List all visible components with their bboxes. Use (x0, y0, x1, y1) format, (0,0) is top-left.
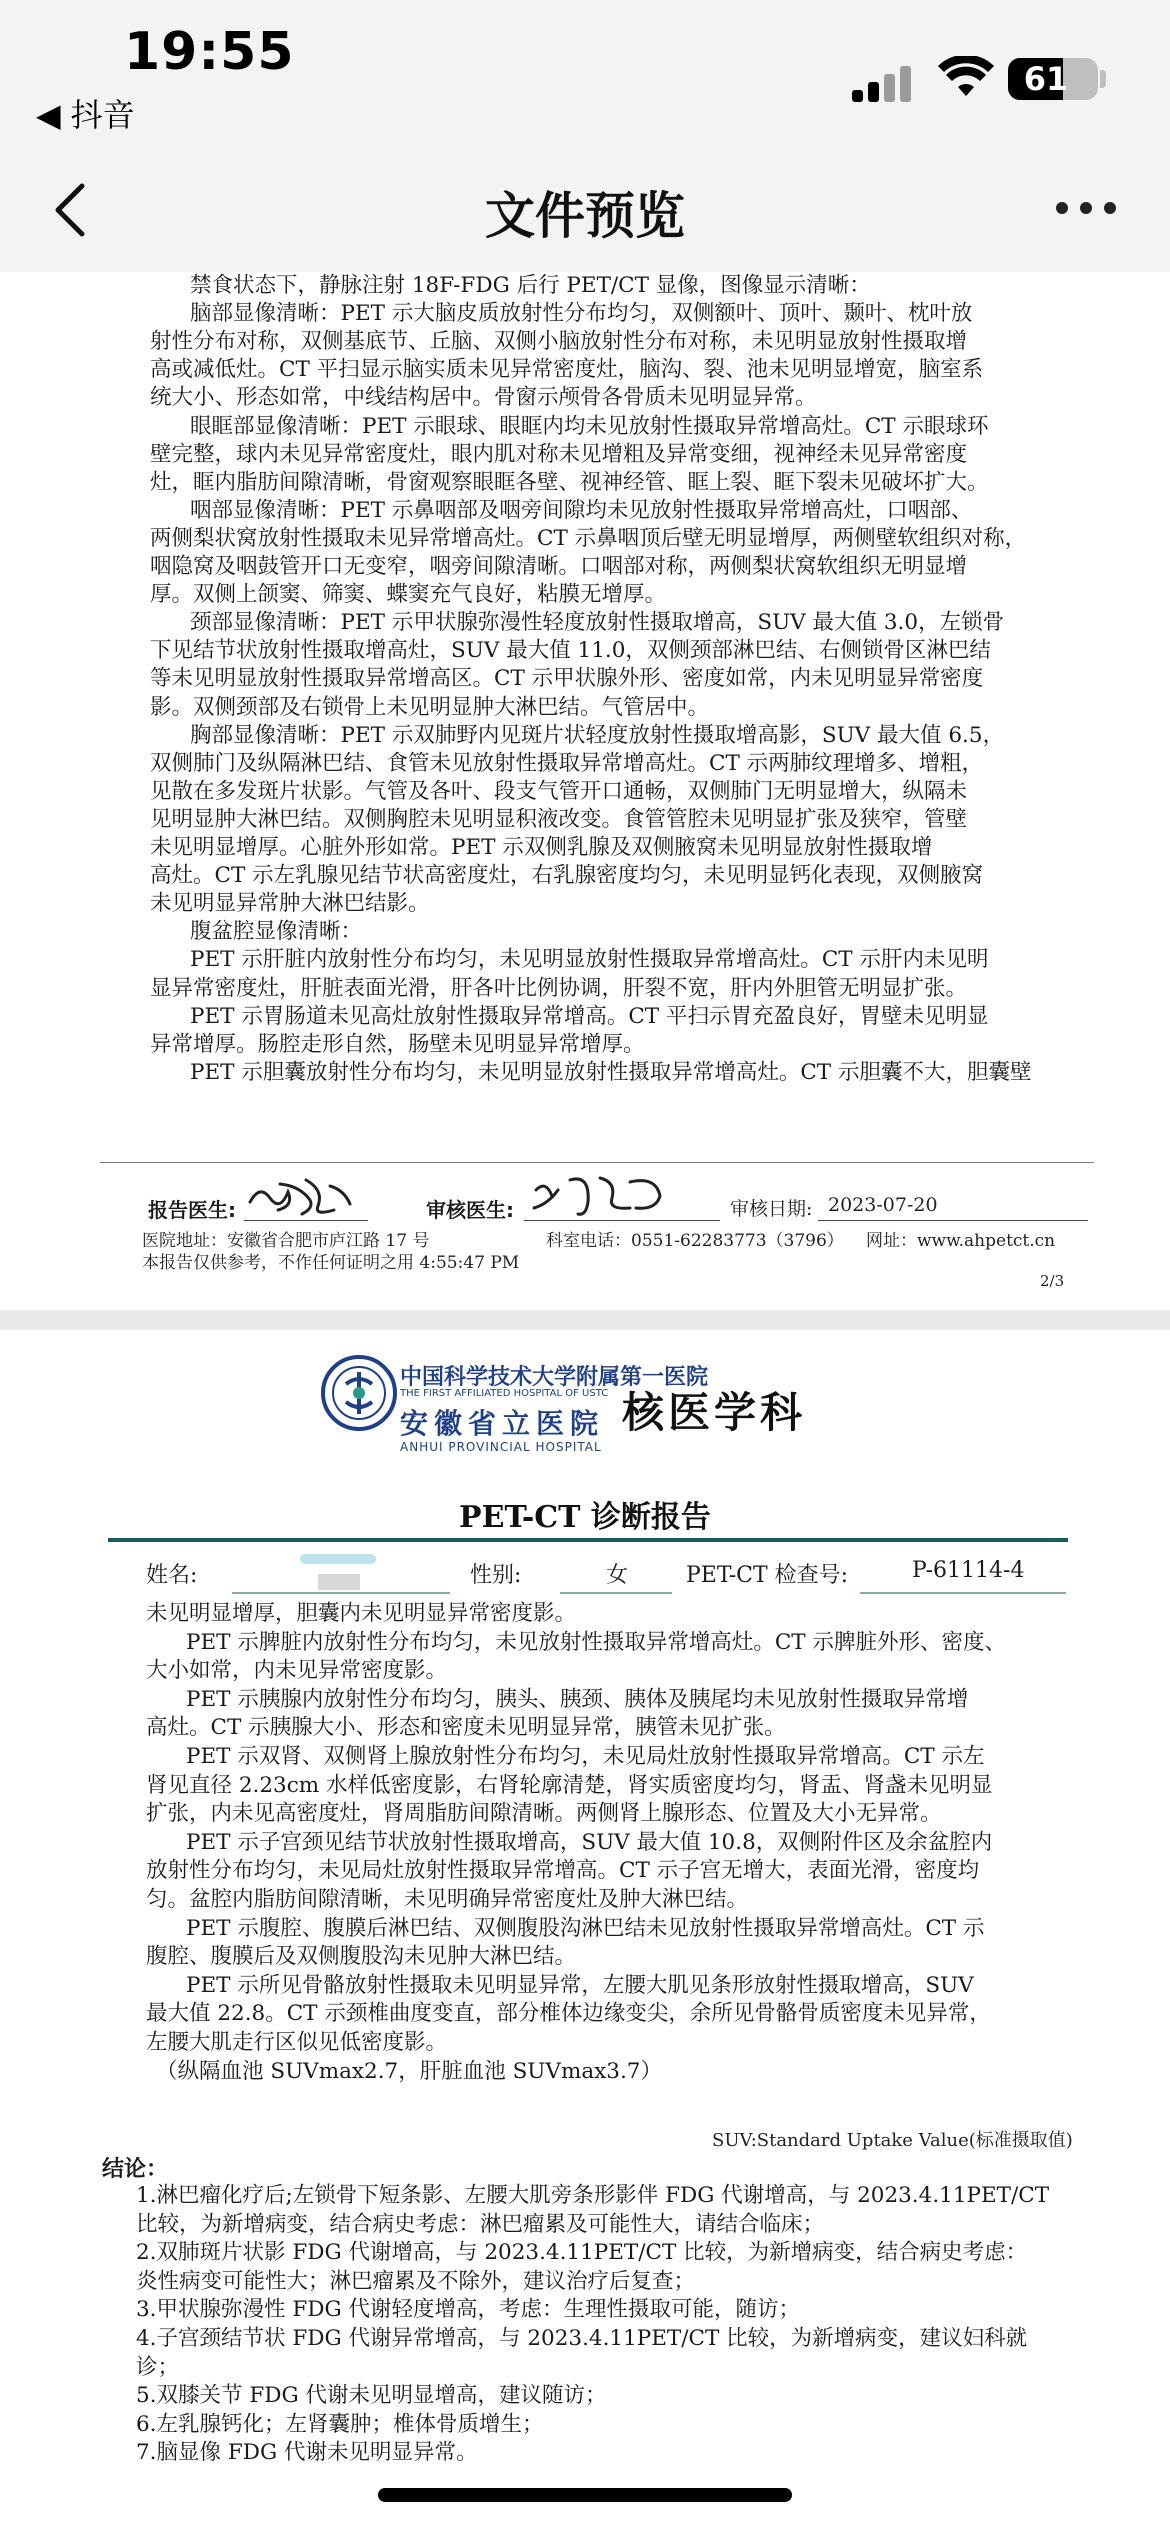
report-disclaimer: 本报告仅供参考，不作任何证明之用 4:55:47 PM (142, 1253, 520, 1273)
review-date-label: 审核日期: (730, 1198, 813, 1220)
gender-label: 性别: (470, 1563, 522, 1588)
hospital-website: 网址：www.ahpetct.cn (866, 1231, 1056, 1251)
reporter-signature (246, 1172, 356, 1222)
conclusion-label: 结论： (102, 2157, 169, 2182)
battery-percent: 61 (1023, 60, 1069, 98)
body-text-line: 胸部显像清晰：PET 示双肺野内见斑片状轻度放射性摄取增高影，SUV 最大值 6.5， (190, 722, 1005, 748)
conclusion-item: 3.甲状腺弥漫性 FDG 代谢轻度增高，考虑：生理性摄取可能，随访； (136, 2297, 801, 2323)
body-text-line: 未见明显增厚，胆囊内未见明显异常密度影。 (146, 1601, 577, 1626)
status-bar (0, 0, 1170, 150)
hospital-name-cn: 中国科学技术大学附属第一医院 (400, 1364, 709, 1390)
body-text-line: 高或减低灶。CT 平扫显示脑实质未见异常密度灶，脑沟、裂、池未见明显增宽，脑室系 (150, 357, 984, 383)
body-text-line: 咽部显像清晰：PET 示鼻咽部及咽旁间隙均未见放射性摄取异常增高灶，口咽部、 (190, 497, 973, 523)
body-text-line: 禁食状态下，静脉注射 18F-FDG 后行 PET/CT 显像，图像显示清晰： (190, 273, 871, 298)
battery-icon (1008, 58, 1098, 100)
body-text-line: 脑部显像清晰：PET 示大脑皮质放射性分布均匀，双侧额叶、顶叶、颞叶、枕叶放 (190, 301, 973, 327)
review-date: 2023-07-20 (828, 1194, 938, 1216)
suv-note: SUV:Standard Uptake Value(标准摄取值) (712, 2130, 1073, 2151)
body-text-line: 影。双侧颈部及右锁骨上未见明显肿大淋巴结。气管居中。 (150, 694, 710, 720)
conclusion-item: 5.双膝关节 FDG 代谢未见明显增高，建议随访； (136, 2383, 607, 2409)
conclusion-item: 4.子宫颈结节状 FDG 代谢异常增高，与 2023.4.11PET/CT 比较，为新增病变，建议妇科就 (136, 2326, 1028, 2351)
battery-cap (1100, 70, 1106, 88)
name-label: 姓名: (146, 1563, 198, 1588)
gender-line (560, 1592, 672, 1594)
title-rule (108, 1538, 1068, 1542)
body-text-line: PET 示肝脏内放射性分布均匀，未见明显放射性摄取异常增高灶。CT 示肝内未见明 (190, 947, 989, 973)
body-text-line: 颈部显像清晰：PET 示甲状腺弥漫性轻度放射性摄取增高，SUV 最大值 3.0，左锁骨 (190, 610, 1005, 636)
name-redaction-block (318, 1574, 360, 1590)
conclusion-item: 7.脑显像 FDG 代谢未见明显异常。 (136, 2440, 478, 2466)
department-phone: 科室电话：0551-62283773（3796） (546, 1231, 844, 1251)
reviewer-signature (530, 1170, 670, 1222)
body-text-line: 咽隐窝及咽鼓管开口无变窄，咽旁间隙清晰。口咽部对称，两侧梨状窝软组织无明显增 (150, 554, 968, 579)
body-text-line: PET 示胃肠道未见高灶放射性摄取异常增高。CT 平扫示胃充盈良好，胃壁未见明显 (190, 1003, 989, 1029)
exam-number-value: P-61114-4 (912, 1558, 1025, 1583)
page-number: 2/3 (1040, 1272, 1065, 1290)
body-text-line: 未见明显异常肿大淋巴结影。 (150, 891, 430, 917)
body-text-line: 异常增厚。肠腔走形自然，肠壁未见明显异常增厚。 (150, 1031, 645, 1057)
body-text-line: 眼眶部显像清晰：PET 示眼球、眼眶内均未见放射性摄取异常增高灶。CT 示眼球环 (190, 413, 989, 439)
department-name: 核医学科 (622, 1388, 807, 1437)
conclusion-item: 1.淋巴瘤化疗后;左锁骨下短条影、左腰大肌旁条形影伴 FDG 代谢增高，与 2023.4.11PET/CT (136, 2183, 1050, 2208)
body-text-line: 左腰大肌走行区似见低密度影。 (146, 2030, 448, 2055)
review-date-line (818, 1220, 1088, 1221)
wifi-icon (938, 56, 994, 98)
home-indicator[interactable] (378, 2488, 792, 2502)
page-title: 文件预览 (485, 187, 685, 245)
conclusion-item: 诊； (136, 2354, 180, 2380)
body-text-line: 放射性分布均匀，未见局灶放射性摄取异常增高。CT 示子宫无增大，表面光滑，密度均 (146, 1858, 980, 1884)
body-text-line: 匀。盆腔内脂肪间隙清晰，未见明确异常密度灶及肿大淋巴结。 (146, 1887, 749, 1912)
body-text-line: 高灶。CT 示胰腺大小、形态和密度未见明显异常，胰管未见扩张。 (146, 1715, 786, 1741)
name-line (232, 1592, 450, 1594)
back-to-app-link[interactable]: ◀ 抖音 (36, 96, 135, 134)
body-text-line: PET 示胰腺内放射性分布均匀，胰头、胰颈、胰体及胰尾均未见放射性摄取异常增 (186, 1686, 969, 1712)
body-text-line: PET 示所见骨骼放射性摄取未见明显异常，左腰大肌见条形放射性摄取增高，SUV (186, 1972, 974, 1998)
body-text-line: 下见结节状放射性摄取增高灶，SUV 最大值 11.0，双侧颈部淋巴结、右侧锁骨区淋巴结 (150, 638, 991, 664)
body-text-line: 腹腔、腹膜后及双侧腹股沟未见肿大淋巴结。 (146, 1944, 577, 1970)
signal-icon (852, 66, 912, 102)
body-text-line: 灶，眶内脂肪间隙清晰，骨窗观察眼眶各壁、视神经管、眶上裂、眶下裂未见破坏扩大。 (150, 469, 989, 495)
reviewer-line (524, 1220, 720, 1221)
reporter-label: 报告医生: (148, 1198, 236, 1222)
body-text-line: 显异常密度灶，肝脏表面光滑，肝各叶比例协调，肝裂不宽，肝内外胆管无明显扩张。 (150, 975, 968, 1001)
body-text-line: 未见明显增厚。心脏外形如常。PET 示双侧乳腺及双侧腋窝未见明显放射性摄取增 (150, 835, 933, 860)
body-text-line: PET 示双肾、双侧肾上腺放射性分布均匀，未见局灶放射性摄取异常增高。CT 示左 (186, 1744, 985, 1769)
nav-bar (0, 150, 1170, 272)
reporter-line (244, 1220, 368, 1221)
body-text-line: 统大小、形态如常，中线结构居中。骨窗示颅骨各骨质未见明显异常。 (150, 385, 817, 411)
body-text-line: 大小如常，内未见异常密度影。 (146, 1658, 448, 1684)
body-text-line: 高灶。CT 示左乳腺见结节状高密度灶，右乳腺密度均匀，未见明显钙化表现，双侧腋窝 (150, 863, 984, 889)
conclusion-item: 2.双肺斑片状影 FDG 代谢增高，与 2023.4.11PET/CT 比较，为新增病变，结合病史考虑： (136, 2240, 1028, 2266)
name-redaction (300, 1554, 376, 1564)
body-text-line: 最大值 22.8。CT 示颈椎曲度变直，部分椎体边缘变尖，余所见骨骼骨质密度未见异常， (146, 2001, 991, 2027)
footer-rule (100, 1162, 1094, 1163)
body-text-line: 厚。双侧上颌窦、筛窦、蝶窦充气良好，粘膜无增厚。 (150, 582, 667, 608)
document-page-3 (0, 1330, 1170, 2532)
conclusion-item: 6.左乳腺钙化；左肾囊肿；椎体骨质增生； (136, 2411, 544, 2437)
body-text-line: 扩张，内未见高密度灶，肾周脂肪间隙清晰。两侧肾上腺形态、位置及大小无异常。 (146, 1801, 942, 1827)
hospital-name-cn2: 安徽省立医院 (400, 1407, 605, 1440)
body-text-line: 射性分布对称，双侧基底节、丘脑、双侧小脑放射性分布对称，未见明显放射性摄取增 (150, 329, 968, 355)
conclusion-item: 炎性病变可能性大；淋巴瘤累及不除外，建议治疗后复查； (136, 2268, 696, 2294)
body-text-line: 见明显肿大淋巴结。双侧胸腔未见明显积液改变。食管管腔未见明显扩张及狭窄，管壁 (150, 806, 968, 832)
exam-number-line (860, 1592, 1066, 1594)
body-text-line: （纵隔血池 SUVmax2.7，肝脏血池 SUVmax3.7） (156, 2058, 662, 2084)
hospital-address: 医院地址：安徽省合肥市庐江路 17 号 (142, 1231, 430, 1251)
body-text-line: PET 示子宫颈见结节状放射性摄取增高，SUV 最大值 10.8，双侧附件区及余盆腔内 (186, 1829, 993, 1855)
body-text-line: 肾见直径 2.23cm 水样低密度影，右肾轮廓清楚，肾实质密度均匀，肾盂、肾盏未见明显 (146, 1772, 993, 1798)
gender-value: 女 (606, 1563, 629, 1588)
hospital-logo-icon (320, 1354, 398, 1432)
hospital-name-en2: ANHUI PROVINCIAL HOSPITAL (400, 1440, 602, 1454)
body-text-line: 等未见明显放射性摄取异常增高区。CT 示甲状腺外形、密度如常，内未见明显异常密度 (150, 666, 984, 692)
body-text-line: 腹盆腔显像清晰： (190, 919, 363, 945)
body-text-line: PET 示腹腔、腹膜后淋巴结、双侧腹股沟淋巴结未见放射性摄取异常增高灶。CT 示 (186, 1915, 985, 1941)
status-time: 19:55 (124, 22, 295, 82)
body-text-line: 双侧肺门及纵隔淋巴结、食管未见放射性摄取异常增高灶。CT 示两肺纹理增多、增粗， (150, 750, 984, 776)
conclusion-item: 比较，为新增病变，结合病史考虑：淋巴瘤累及可能性大，请结合临床； (136, 2211, 825, 2237)
more-dots-icon[interactable] (1056, 200, 1116, 220)
body-text-line: PET 示胆囊放射性分布均匀，未见明显放射性摄取异常增高灶。CT 示胆囊不大，胆囊壁 (190, 1059, 1032, 1085)
body-text-line: 壁完整，球内未见异常密度灶，眼内肌对称未见增粗及异常变细，视神经未见异常密度 (150, 441, 968, 467)
exam-number-label: PET-CT 检查号: (686, 1563, 849, 1588)
document-page-2 (0, 272, 1170, 1310)
body-text-line: 见散在多发斑片状影。气管及各叶、段支气管开口通畅，双侧肺门无明显增大，纵隔未 (150, 778, 968, 804)
report-title: PET-CT 诊断报告 (459, 1500, 711, 1535)
hospital-name-en: THE FIRST AFFILIATED HOSPITAL OF USTC (400, 1388, 609, 1399)
body-text-line: PET 示脾脏内放射性分布均匀，未见放射性摄取异常增高灶。CT 示脾脏外形、密度、 (186, 1629, 1006, 1655)
reviewer-label: 审核医生: (426, 1198, 514, 1222)
body-text-line: 两侧梨状窝放射性摄取未见异常增高灶。CT 示鼻咽顶后壁无明显增厚，两侧壁软组织对称， (150, 525, 1027, 551)
